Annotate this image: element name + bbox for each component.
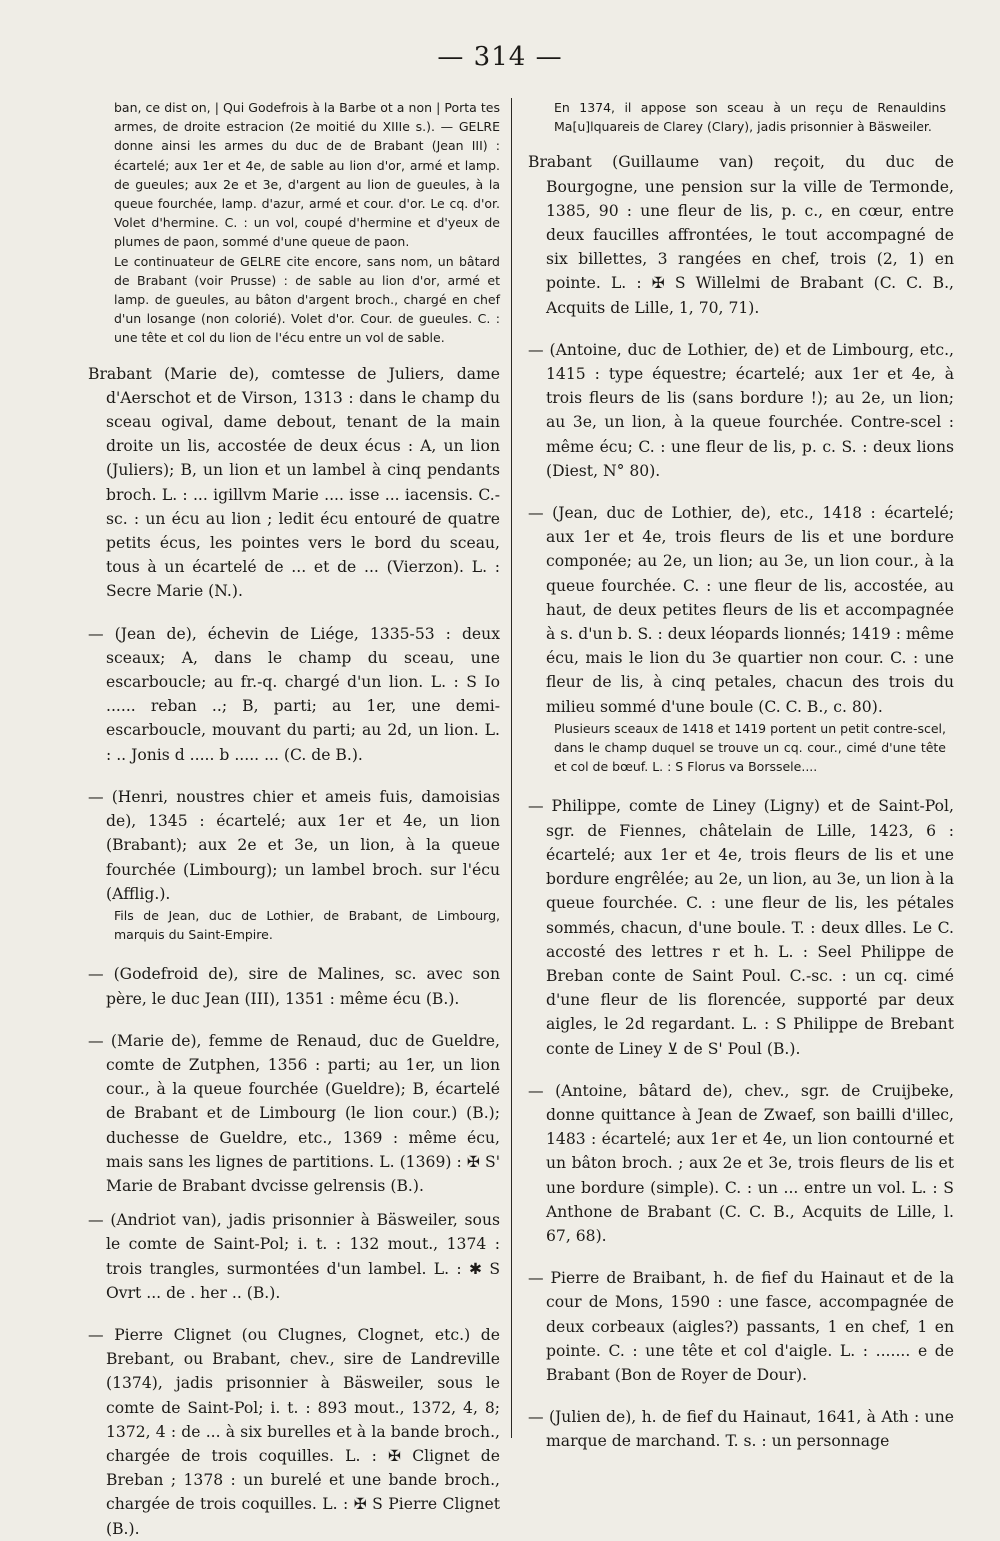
entry-marie-gueldre: — (Marie de), femme de Renaud, duc de Gueldre, comte de Zutphen, 1356 : parti; au 1er, un lion cour., à la queue fourchée (Gueldre); B, écartelé de Brabant et de Limbourg (le lion cour.) (B.); duchesse de Gueldre, etc., 1369 : même écu, mais sans les lignes de partitions. L. (1369) : ✠ S' Marie de Brabant dvcisse gelrensis (B.). [88, 1031, 500, 1195]
left-column [88, 98, 500, 1541]
right-column [528, 98, 954, 1454]
entry-pierre-clignet: — Pierre Clignet (ou Clugnes, Clognet, etc.) de Brebant, ou Brabant, chev., sire de Landreville (1374), jadis prisonnier à Bäsweiler, sous le comte de Saint-Pol; i. t. : 893 mout., 1372, 4, 8; 1372, 4 : de ... à six burelles et à la bande broch., chargée de trois coquilles. L. : ✠ Clignet de Breban ; 1378 : un burelé et une bande broch., chargée de trois coquilles. L. : ✠ S Pierre Clignet (B.). [88, 1325, 500, 1538]
entry-jean-duc: — (Jean, duc de Lothier, de), etc., 1418 : écartelé; aux 1er et 4e, trois fleurs de lis et une bordure componée; au 2e, un lion; au 3e, un lion cour., à la queue fourchée. C. : une fleur de lis, accostée, au haut, de deux petites fleurs de lis et accompagnée à s. d'un b. S. : deux léopards lionnés; 1419 : même écu, mais le lion du 3e quartier non cour. C. : une fleur de lis, à cinq petales, chacun des trois du milieu sommé d'une boule (C. C. B., c. 80). [528, 504, 954, 716]
entry-godefroid-de-brabant: — (Godefroid de), sire de Malines, sc. avec son père, le duc Jean (III), 1351 : même écu (B.). [88, 965, 500, 1008]
note-clignet-seal: En 1374, il appose son sceau à un reçu de Renauldins Ma[u]lquareis de Clarey (Clary), jadis prisonnier à Bäsweiler. [554, 100, 946, 135]
entry-henri-de-brabant: — (Henri, noustres chier et ameis fuis, damoisias de), 1345 : écartelé; aux 1er et 4e, un lion (Brabant); aux 2e et 3e, un lion, à la queue fourchée (Limbourg); un lambel broch. sur l'écu (Afflig.). [88, 787, 500, 903]
entry-pierre-de-braibant: — Pierre de Braibant, h. de fief du Hainaut et de la cour de Mons, 1590 : une fasce, accompagnée de deux corbeaux (aigles?) passants, 1 en chef, 1 en pointe. C. : une tête et col d'aigle. L. : ....... e de Brabant (Bon de Royer de Dour). [528, 1269, 954, 1384]
entry-marie-de-brabant: Brabant (Marie de), comtesse de Juliers, dame d'Aerschot et de Virson, 1313 : dans le champ du sceau ogival, dame debout, tenant de la main droite un lis, accostée de deux écus : A, un lion (Juliers); B, un lion et un lambel à cinq pendants broch. L. : ... igillvm Marie .... isse ... iacensis. C.-sc. : un écu au lion ; ledit écu entouré de quatre petits écus, les pointes vers le bord du sceau, tous à un écartelé de ... et de ... (Vierzon). L. : Secre Marie (N.). [88, 364, 500, 601]
entry-philippe-comte: — Philippe, comte de Liney (Ligny) et de Saint-Pol, sgr. de Fiennes, châtelain de Lille, 1423, 6 : écartelé; aux 1er et 4e, trois fleurs de lis et une bordure engrêlée; au 2e, un lion, au 3e, un lion à la queue fourchée. C. : une fleur de lis, les pétales sommés, chacun, d'une boule. T. : deux dlles. Le C. accosté des lettres r et h. L. : Seel Philippe de Breban conte de Saint Poul. C.-sc. : un cq. cimé d'une fleur de lis florencée, supporté par deux aigles, le 2d regardant. L. : S Philippe de Brebant conte de Liney ⊻ de S' Poul (B.). [528, 797, 954, 1058]
page-number: — 314 — [437, 42, 563, 72]
note-gelre-arms: ban, ce dist on, | Qui Godefrois à la Barbe ot a non | Porta tes armes, de droite estracion (2e moitié du XIIIe s.). — GELRE donne ainsi les armes du duc de de Brabant (Jean III) : écartelé; aux 1er et 4e, de sable au lion d'or, armé et lamp. de gueules; aux 2e et 3e, d'argent au lion de gueules, à la queue fourchée, lamp. d'azur, armé et cour. d'or. Le cq. d'or. Volet d'hermine. C. : un vol, coupé d'hermine et d'yeux de plumes de paon, sommé d'une queue de paon. [114, 100, 500, 250]
note-gelre-continuator: Le continuateur de GELRE cite encore, sans nom, un bâtard de Brabant (voir Prusse) : de sable au lion d'or, armé et lamp. de gueules, au bâton d'argent broch., chargé en chef d'un losange (non colorié). Volet d'or. Cour. de gueules. C. : une tête et col du lion de l'écu entre un vol de sable. [114, 253, 500, 346]
entry-guillaume-van-brabant: Brabant (Guillaume van) reçoit, du duc de Bourgogne, une pension sur la ville de Termonde, 1385, 90 : une fleur de lis, p. c., en cœur, entre deux faucilles affrontées, le tout accompagné de six billettes, 3 rangées en chef, trois (2, 1) en pointe. L. : ✠ S Willelmi de Brabant (C. C. B., Acquits de Lille, 1, 70, 71). [528, 153, 954, 317]
entry-jean-de-brabant: — (Jean de), échevin de Liége, 1335-53 : deux sceaux; A, dans le champ du sceau, une escarboucle; au fr.-q. chargé d'un lion. L. : S Io ...... reban ..; B, parti; au 1er, une demi-escarboucle, mouvant du parti; au 2d, un lion. L. : .. Jonis d ..... b ..... ... (C. de B.). [88, 624, 500, 764]
entry-antoine-batard: — (Antoine, bâtard de), chev., sgr. de Cruijbeke, donne quittance à Jean de Zwaef, son bailli d'illec, 1483 : écartelé; aux 1er et 4e, un lion contourné et un bâton broch. ; aux 2e et 3e, trois fleurs de lis et une bordure (simple). C. : un ... entre un vol. L. : S Anthone de Brabant (C. C. B., Acquits de Lille, l. 67, 68). [528, 1081, 954, 1245]
entry-antoine-duc: — (Antoine, duc de Lothier, de) et de Limbourg, etc., 1415 : type équestre; écartelé; aux 1er et 4e, à trois fleurs de lis (sans bordure !); au 2e, un lion; au 3e, un lion, à la queue fourchée. Contre-scel : même écu; C. : une fleur de lis, p. c. S. : deux lions (Diest, N° 80). [528, 340, 954, 480]
entry-julien-de-brabant: — (Julien de), h. de fief du Hainaut, 1641, à Ath : une marque de marchand. T. s. : un personnage [528, 1408, 954, 1451]
note-sceaux-1418: Plusieurs sceaux de 1418 et 1419 portent un petit contre-scel, dans le champ duquel se trouve un cq. cour., cimé d'une tête et col de bœuf. L. : S Florus va Borssele.... [554, 720, 946, 775]
column-divider [511, 98, 512, 1438]
note-henri-parentage: Fils de Jean, duc de Lothier, de Brabant, de Limbourg, marquis du Saint-Empire. [114, 907, 500, 943]
entry-andriot-van: — (Andriot van), jadis prisonnier à Bäsweiler, sous le comte de Saint-Pol; i. t. : 132 mout., 1374 : trois trangles, surmontées d'un lambel. L. : ✱ S Ovrt ... de . her .. (B.). [88, 1211, 500, 1302]
